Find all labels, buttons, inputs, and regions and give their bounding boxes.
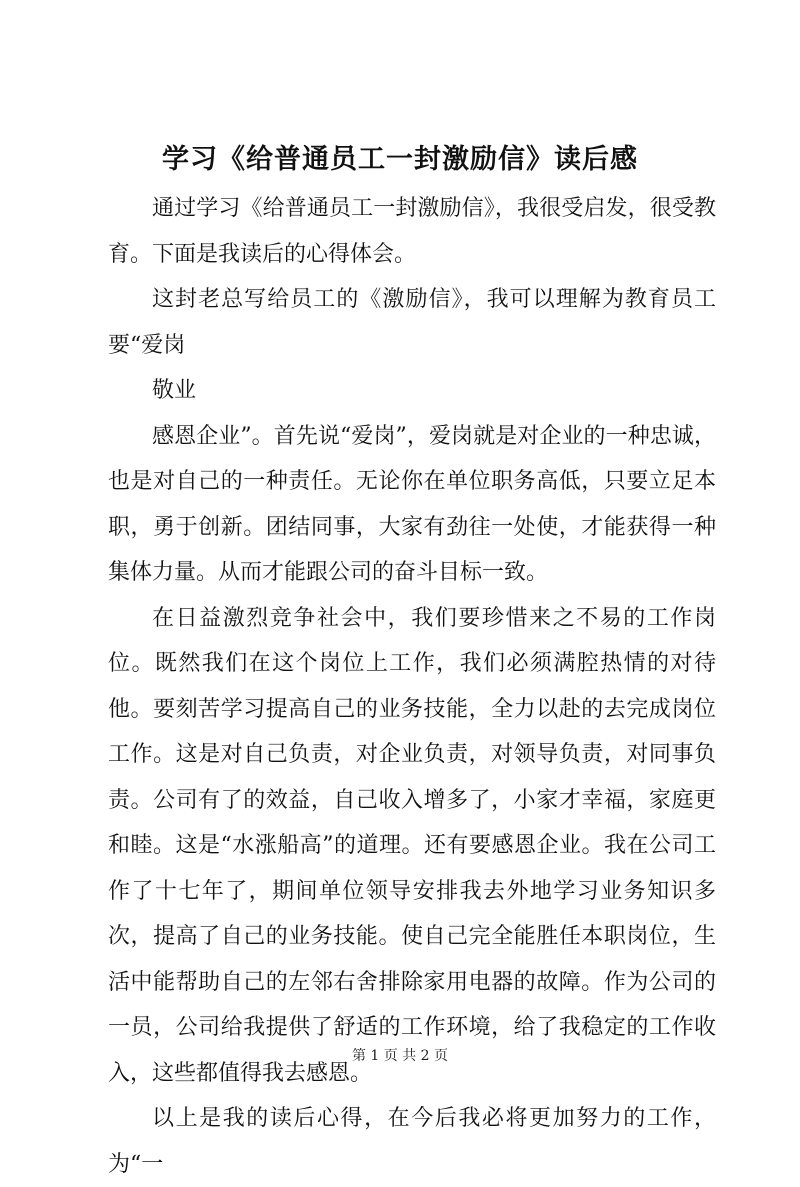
paragraph-letter-understanding: 这封老总写给员工的《激励信》，我可以理解为教育员工要“爱岗 <box>108 287 716 358</box>
document-body <box>108 186 716 1187</box>
paragraph-cherish-job: 在日益激烈竞争社会中，我们要珍惜来之不易的工作岗位。既然我们在这个岗位上工作，我们必须满腔热情的对待他。要刻苦学习提高自己的业务技能，全力以赴的去完成岗位工作。这是对自己负责，对企业负责，对领导负责，对同事负责。公司有了的效益，自己收入增多了，小家才幸福，家庭更和睦。这是“水涨船高”的道理。还有要感恩企业。我在公司工作了十七年了，期间单位领导安排我去外地学习业务知识多次，提高了自己的业务技能。使自己完全能胜任本职岗位，生活中能帮助自己的左邻右舍排除家用电器的故障。作为公司的一员，公司给我提供了舒适的工作环境，给了我稳定的工作收入，这些都值得我去感恩。 <box>108 605 716 1086</box>
page-number-footer: 第 1 页 共 2 页 <box>351 1048 449 1064</box>
paragraph-dedication: 敬业 <box>152 378 197 403</box>
paragraph-love-job: 感恩企业”。首先说“爱岗”，爱岗就是对企业的一种忠诚，也是对自己的一种责任。无论你在单位职务高低，只要立足本职，勇于创新。团结同事，大家有劲往一处使，才能获得一种集体力量。从而才能跟公司的奋斗目标一致。 <box>108 423 716 585</box>
document-title: 学习《给普通员工一封激励信》读后感 <box>162 144 638 175</box>
paragraph-conclusion: 以上是我的读后心得，在今后我必将更加努力的工作，为“一 <box>108 1106 716 1177</box>
paragraph-intro: 通过学习《给普通员工一封激励信》，我很受启发，很受教育。下面是我读后的心得体会。 <box>108 196 716 267</box>
